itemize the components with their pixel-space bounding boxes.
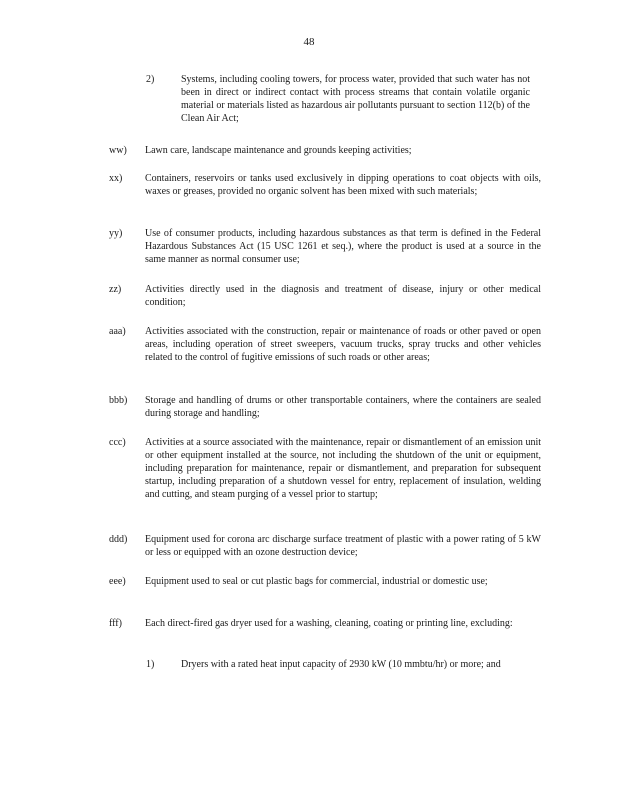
item-label: xx) — [109, 173, 123, 184]
item-label: bbb) — [109, 395, 128, 406]
item-label: aaa) — [109, 326, 126, 337]
page-number: 48 — [303, 36, 315, 48]
item-text: Systems, including cooling towers, for process water, provided that such water has not been in direct or indirect contact with process streams that contain volatile organic material or materials listed as hazardous air pollutants pursuant to section 112(b) of the Clean Air Act; — [181, 74, 530, 124]
item-text: Activities associated with the construction, repair or maintenance of roads or other paved or open areas, including operation of street sweepers, vacuum trucks, spray trucks and other vehicles related to the control of fugitive emissions of such roads or other areas; — [145, 326, 541, 363]
item-text: Activities directly used in the diagnosis and treatment of disease, injury or other medical condition; — [145, 284, 541, 308]
item-text: Containers, reservoirs or tanks used exclusively in dipping operations to coat objects with oils, waxes or greases, provided no organic solvent has been mixed with such materials; — [145, 173, 541, 197]
item-label: ddd) — [109, 534, 128, 545]
item-text: Equipment used to seal or cut plastic bags for commercial, industrial or domestic use; — [145, 576, 488, 587]
item-label: zz) — [109, 284, 122, 295]
item-label: ccc) — [109, 437, 126, 448]
item-label: 1) — [146, 659, 155, 670]
item-text: Lawn care, landscape maintenance and grounds keeping activities; — [145, 145, 412, 156]
item-text: Equipment used for corona arc discharge surface treatment of plastic with a power rating of 5 kW or less or equipped with an ozone destruction device; — [145, 534, 541, 558]
item-text: Dryers with a rated heat input capacity of 2930 kW (10 mmbtu/hr) or more; and — [181, 659, 501, 670]
item-text: Each direct-fired gas dryer used for a washing, cleaning, coating or printing line, excluding: — [145, 618, 513, 629]
item-label: fff) — [109, 618, 122, 629]
item-label: ww) — [109, 145, 127, 156]
item-text: Storage and handling of drums or other transportable containers, where the containers are sealed during storage and handling; — [145, 395, 541, 419]
item-label: eee) — [109, 576, 126, 587]
item-label: 2) — [146, 74, 155, 85]
item-text: Activities at a source associated with the maintenance, repair or dismantlement of an emission unit or other equipment installed at the source, not including the shutdown of the unit or equipment, including preparation for maintenance, repair or dismantlement, and preparation for subsequent startup, including preparation of a shutdown vessel for entry, replacement of insulation, welding and cutting, and steam purging of a vessel prior to startup; — [145, 437, 541, 500]
item-label: yy) — [109, 228, 123, 239]
item-text: Use of consumer products, including hazardous substances as that term is defined in the Federal Hazardous Substances Act (15 USC 1261 et seq.), where the product is used at a source in the same manner as normal consumer use; — [145, 228, 541, 265]
